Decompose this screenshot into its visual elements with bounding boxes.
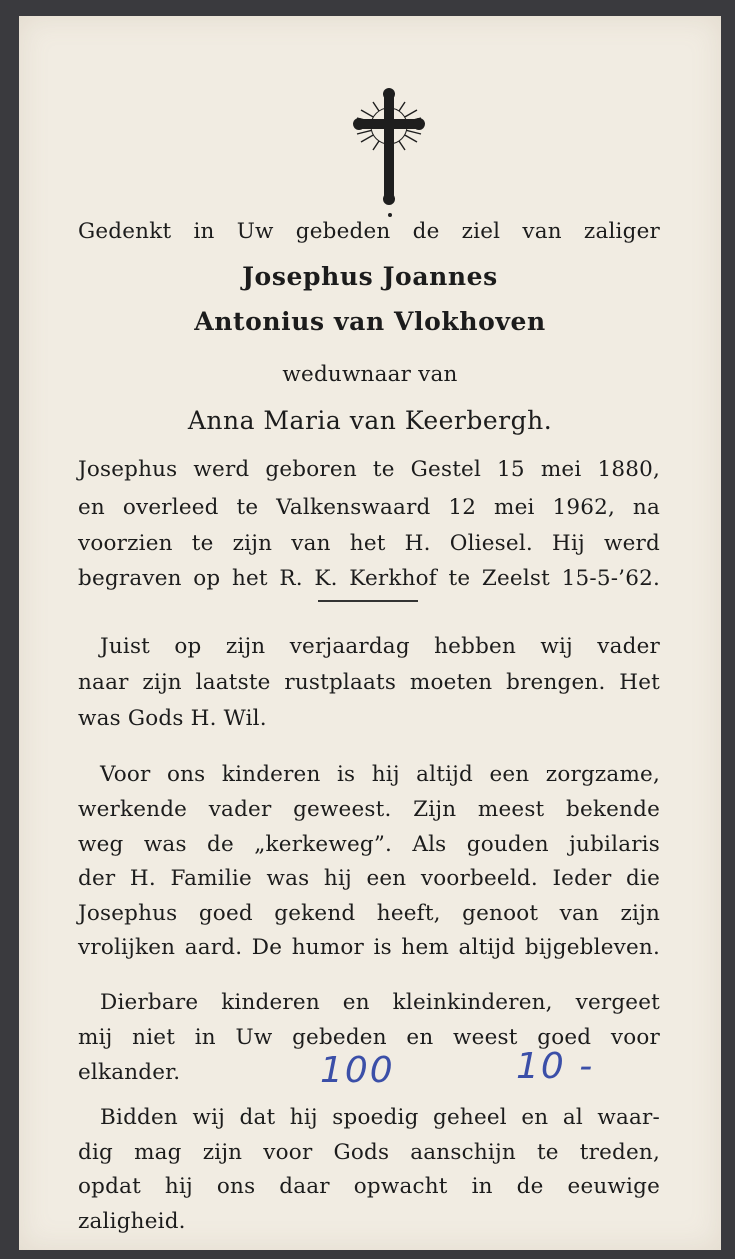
paragraph1-line: was Gods H. Wil. bbox=[78, 706, 267, 731]
deceased-name-line1: Josephus Joannes bbox=[242, 262, 498, 291]
handwritten-note: 100 bbox=[320, 1050, 395, 1091]
separator-rule bbox=[318, 600, 418, 602]
paragraph3-line: mij niet in Uw gebeden en weest goed voor bbox=[78, 1025, 660, 1050]
paragraph1-line: Juist op zijn verjaardag hebben wij vader bbox=[100, 634, 660, 659]
handwritten-note: 10 - bbox=[516, 1046, 595, 1087]
paragraph3-line: elkander. bbox=[78, 1060, 181, 1085]
bio-line: begraven op het R. K. Kerkhof te Zeelst 15-5-’62. bbox=[78, 566, 660, 591]
paragraph2-line: vrolijken aard. De humor is hem altijd bijgebleven. bbox=[78, 935, 660, 960]
paragraph4-line: Bidden wij dat hij spoedig geheel en al waar- bbox=[100, 1105, 660, 1130]
relation-text: weduwnaar van bbox=[282, 362, 458, 387]
paragraph4-line: opdat hij ons daar opwacht in de eeuwige bbox=[78, 1174, 660, 1199]
paragraph4-line: zaligheid. bbox=[78, 1209, 186, 1234]
paragraph2-line: weg was de „kerkeweg”. Als gouden jubilaris bbox=[78, 832, 660, 857]
paragraph3-line: Dierbare kinderen en kleinkinderen, vergeet bbox=[100, 990, 660, 1015]
bio-line: en overleed te Valkenswaard 12 mei 1962, na bbox=[78, 495, 660, 520]
header-line: Gedenkt in Uw gebeden de ziel van zaliger bbox=[78, 219, 660, 244]
spouse-name: Anna Maria van Keerbergh. bbox=[187, 406, 553, 435]
cross-icon bbox=[353, 88, 425, 206]
bio-line: Josephus werd geboren te Gestel 15 mei 1880, bbox=[78, 457, 660, 482]
paragraph2-line: Voor ons kinderen is hij altijd een zorgzame, bbox=[100, 762, 660, 787]
paragraph2-line: werkende vader geweest. Zijn meest bekende bbox=[78, 797, 660, 822]
paragraph2-line: Josephus goed gekend heeft, genoot van zijn bbox=[78, 901, 660, 926]
decorative-dot bbox=[388, 213, 392, 217]
deceased-name-line2: Antonius van Vlokhoven bbox=[194, 307, 546, 336]
paragraph1-line: naar zijn laatste rustplaats moeten brengen. Het bbox=[78, 670, 660, 695]
paragraph2-line: der H. Familie was hij een voorbeeld. Ieder die bbox=[78, 866, 660, 891]
bio-line: voorzien te zijn van het H. Oliesel. Hij werd bbox=[78, 531, 660, 556]
paragraph4-line: dig mag zijn voor Gods aanschijn te treden, bbox=[78, 1140, 660, 1165]
